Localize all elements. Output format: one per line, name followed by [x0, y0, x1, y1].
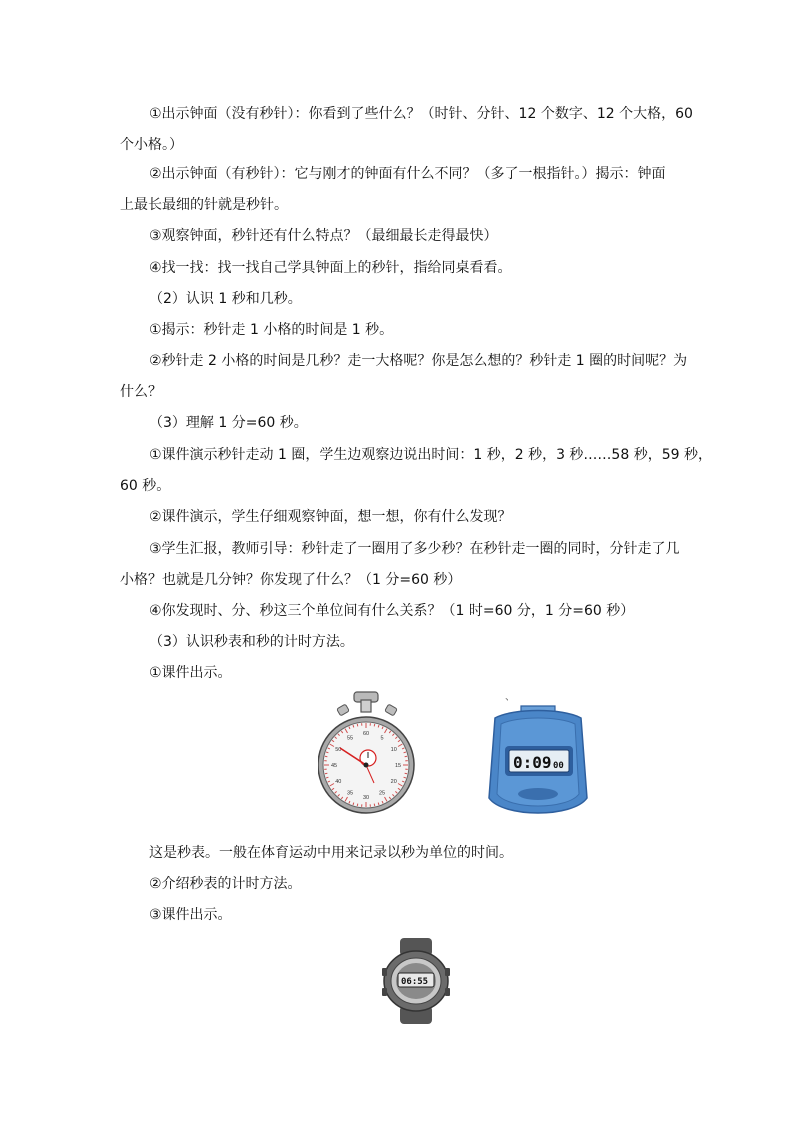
text-line: 60 秒。	[120, 478, 171, 494]
text-line: ②出示钟面（有秒针）：它与刚才的钟面有什么不同？（多了一根指针。）揭示：钟面	[149, 166, 666, 182]
text-line: 上最长最细的针就是秒针。	[120, 197, 288, 213]
dial-tick	[374, 804, 375, 806]
dial-number: 55	[346, 735, 354, 742]
section-heading: （3）认识秒表和秒的计时方法。	[149, 634, 354, 650]
text-line: ①揭示：秒针走 1 小格的时间是 1 秒。	[149, 322, 394, 338]
digital-display-text: 0:09	[513, 753, 552, 772]
digital-display-small-text: 00	[553, 761, 564, 771]
text-line: 小格？也就是几分钟？你发现了什么？（1 分=60 秒）	[120, 572, 462, 588]
text-line: 什么？	[120, 384, 162, 400]
section-heading: （3）理解 1 分=60 秒。	[149, 415, 308, 431]
dial-tick	[325, 773, 327, 774]
dial-number: 30	[362, 795, 370, 801]
dial-number: 40	[335, 779, 342, 785]
dial-tick	[374, 724, 375, 726]
dial-number: 35	[346, 790, 354, 797]
dial-number: 25	[378, 790, 386, 797]
dial-tick	[325, 756, 327, 757]
dial-number: 50	[335, 747, 342, 753]
dial-tick	[357, 724, 358, 726]
text-line: ③课件出示。	[149, 907, 232, 923]
watch-display-text: 06:55	[401, 977, 429, 987]
dial-tick	[357, 804, 358, 806]
text-line: ④你发现时、分、秒这三个单位间有什么关系？（1 时=60 分，1 分=60 秒）	[149, 603, 635, 619]
dial-number: 60	[362, 731, 370, 737]
dial-number: 15	[394, 763, 402, 769]
text-line: ③观察钟面，秒针还有什么特点？（最细最长走得最快）	[149, 228, 498, 244]
text-line: ①出示钟面（没有秒针）：你看到了些什么？（时针、分针、12 个数字、12 个大格，60	[149, 106, 693, 122]
dial-number: 45	[330, 763, 338, 769]
dial-number: 5	[380, 735, 384, 742]
sports-watch-image	[380, 938, 452, 1024]
dial-tick	[405, 756, 407, 757]
section-heading: （2）认识 1 秒和几秒。	[149, 291, 302, 307]
text-line: ③学生汇报，教师引导：秒针走了一圈用了多少秒？在秒针走一圈的同时，分针走了几	[149, 541, 680, 557]
stray-mark: 、	[505, 692, 515, 703]
dial-number: 10	[390, 747, 397, 753]
text-line: ①课件演示秒针走动 1 圈，学生边观察边说出时间：1 秒，2 秒，3 秒……58 秒，59 秒，	[149, 447, 712, 463]
text-line: 个小格。）	[120, 137, 183, 153]
text-line: ①课件出示。	[149, 665, 232, 681]
text-line: ②介绍秒表的计时方法。	[149, 876, 302, 892]
analog-stopwatch-image	[318, 690, 488, 820]
dial-tick	[405, 773, 407, 774]
digital-stopwatch-image	[483, 702, 593, 820]
dial-number: 20	[390, 779, 397, 785]
text-line: ②课件演示，学生仔细观察钟面，想一想，你有什么发现？	[149, 509, 512, 525]
text-line: 这是秒表。一般在体育运动中用来记录以秒为单位的时间。	[149, 845, 513, 861]
text-line: ④找一找：找一找自己学具钟面上的秒针，指给同桌看看。	[149, 260, 512, 276]
text-line: ②秒针走 2 小格的时间是几秒？走一大格呢？你是怎么想的？秒针走 1 圈的时间呢？为	[149, 353, 688, 369]
